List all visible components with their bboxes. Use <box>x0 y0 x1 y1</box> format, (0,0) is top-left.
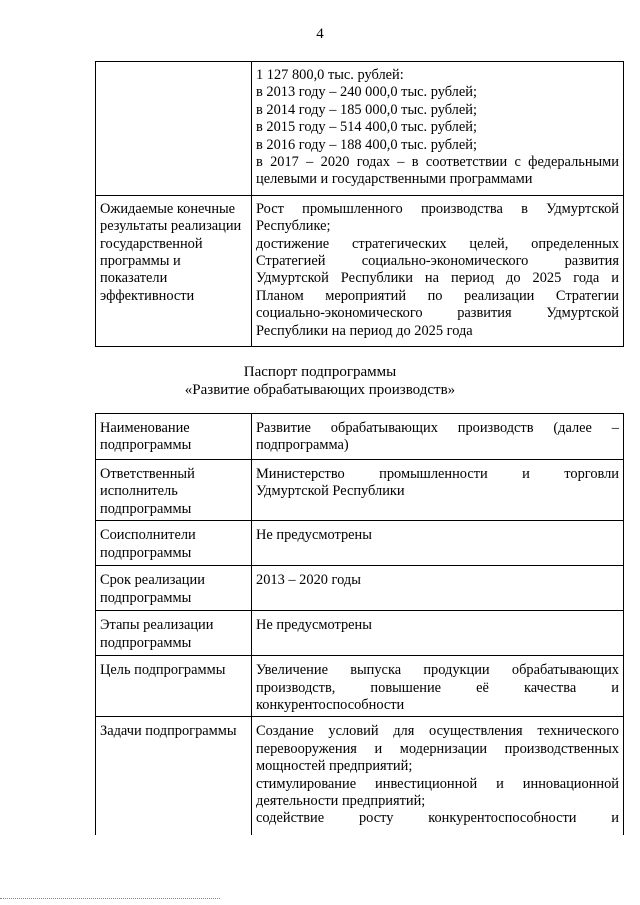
stages-value: Не предусмотрены <box>252 611 624 656</box>
stages-label: Этапы реализации подпрограммы <box>96 611 252 656</box>
results-line: Рост промышленного производства в Удмуртской <box>256 200 619 217</box>
tasks-value-line: мощностей предприятий; <box>256 758 413 775</box>
finance-line: 1 127 800,0 тыс. рублей: <box>256 67 404 83</box>
passport-title <box>0 363 640 399</box>
goal-value-cell <box>252 656 624 717</box>
results-line: Планом мероприятий по реализации Стратегии <box>256 287 619 304</box>
executor-value-cell <box>252 460 624 521</box>
executor-value-line: Министерство промышленности и торговли <box>256 466 619 482</box>
goal-label: Цель подпрограммы <box>96 656 252 717</box>
finance-value-cell <box>252 62 624 196</box>
term-value: 2013 – 2020 годы <box>252 566 624 611</box>
goal-value-line: конкурентоспособности <box>256 697 405 714</box>
results-row <box>96 195 624 346</box>
finance-label-cell <box>96 62 252 196</box>
finance-line: в 2017 – 2020 годах – в соответствии с федеральными <box>256 154 619 171</box>
scan-footer-mark <box>0 898 220 902</box>
stages-row <box>96 611 624 656</box>
results-line: Стратегией социально-экономического развития <box>256 253 619 270</box>
results-line: Республики на период до 2025 года <box>256 322 473 339</box>
tasks-value-cell <box>252 717 624 836</box>
finance-line: в 2016 году – 188 400,0 тыс. рублей; <box>256 136 477 153</box>
results-line: социально-экономического развития Удмуртской <box>256 305 619 322</box>
tasks-value-line: Создание условий для осуществления технического <box>256 723 619 740</box>
tasks-value-line: стимулирование инвестиционной и инновационной <box>256 775 619 792</box>
executor-label: Ответственный исполнитель подпрограммы <box>96 460 252 521</box>
finance-row <box>96 62 624 196</box>
executor-value-line: Удмуртской Республики <box>256 483 405 500</box>
results-line: достижение стратегических целей, определенных <box>256 235 619 252</box>
goal-row <box>96 656 624 717</box>
name-label: Наименование подпрограммы <box>96 414 252 460</box>
subprogram-passport-table <box>95 413 624 835</box>
term-label: Срок реализации подпрограммы <box>96 566 252 611</box>
finance-line: в 2014 году – 185 000,0 тыс. рублей; <box>256 101 477 118</box>
name-value-line: Развитие обрабатывающих производств (далее – <box>256 420 619 436</box>
tasks-label: Задачи подпрограммы <box>96 717 252 836</box>
goal-value-line: производств, повышение её качества и <box>256 679 619 696</box>
results-value-cell <box>252 195 624 346</box>
coexecutors-row <box>96 521 624 566</box>
tasks-value-line: содействие росту конкурентоспособности и <box>256 810 619 827</box>
coexecutors-value: Не предусмотрены <box>252 521 624 566</box>
name-row <box>96 414 624 460</box>
tasks-value-line: перевооружения и модернизации производственных <box>256 740 619 757</box>
page-number: 4 <box>316 26 324 42</box>
tasks-value-line: деятельности предприятий; <box>256 793 426 810</box>
coexecutors-label: Соисполнители подпрограммы <box>96 521 252 566</box>
goal-value-line: Увеличение выпуска продукции обрабатывающих <box>256 662 619 679</box>
results-line: Республике; <box>256 218 331 235</box>
passport-title-line2: «Развитие обрабатывающих производств» <box>184 382 456 398</box>
term-row <box>96 566 624 611</box>
finance-line: целевыми и государственными программами <box>256 171 533 188</box>
name-value-line: подпрограмма) <box>256 437 349 454</box>
results-line: Удмуртской Республики на период до 2025 года и <box>256 270 619 287</box>
results-label: Ожидаемые конечные результаты реализации государственной программы и показатели эффективности <box>96 195 252 346</box>
finance-line: в 2015 году – 514 400,0 тыс. рублей; <box>256 119 477 136</box>
executor-row <box>96 460 624 521</box>
name-value-cell <box>252 414 624 460</box>
finance-line: в 2013 году – 240 000,0 тыс. рублей; <box>256 84 477 101</box>
passport-title-line1: Паспорт подпрограммы <box>243 364 397 380</box>
state-program-table <box>95 61 624 347</box>
tasks-row <box>96 717 624 836</box>
